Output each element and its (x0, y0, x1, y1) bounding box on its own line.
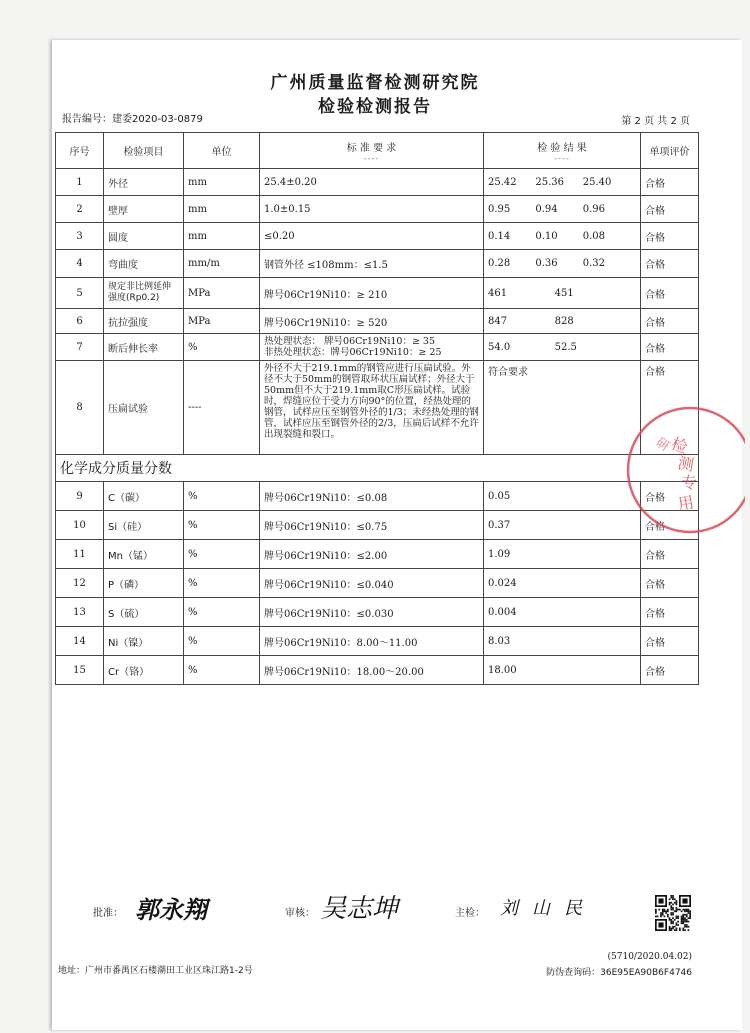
test-result: 0.024 (484, 569, 641, 598)
svg-text:用: 用 (676, 492, 696, 514)
test-results (484, 250, 641, 278)
judgement: 合格 (641, 569, 699, 598)
table-row (56, 569, 699, 598)
anti-fake-code: 防伪查询码：36E95EA90B6F4746 (546, 968, 692, 978)
row-number: 6 (56, 309, 104, 334)
result-value: 0.08 (582, 230, 605, 242)
unit: mm (184, 223, 260, 250)
unit: % (184, 334, 260, 361)
section-title: 化学成分质量分数 (56, 455, 699, 482)
result-value: 0.36 (535, 258, 558, 269)
result-value: 54.0 (488, 341, 511, 353)
table-row (56, 656, 699, 685)
result-header-label: 检 验 结 果 (537, 142, 587, 154)
table-row (56, 196, 699, 223)
judgement: 合格 (641, 627, 699, 656)
table-row (56, 250, 699, 278)
standard-requirement: 钢管外径 ≤108mm：≤1.5 (260, 250, 484, 278)
table-row (56, 627, 699, 656)
judgement: 合格 (641, 598, 699, 627)
item-name: 规定非比例延伸强度(Rp0.2) (104, 278, 184, 309)
result-value: 25.36 (535, 176, 564, 188)
item-name: 弯曲度 (104, 250, 184, 278)
judgement: 合格 (641, 361, 699, 455)
table-row (56, 169, 699, 196)
svg-text:专: 专 (681, 473, 698, 492)
col-standard-header (260, 133, 484, 169)
row-number: 9 (56, 482, 104, 511)
item-name: 壁厚 (104, 196, 184, 223)
standard-requirement: 牌号06Cr19Ni10：≤0.75 (260, 511, 484, 540)
standard-requirement: 1.0±0.15 (260, 196, 484, 223)
row-number: 14 (56, 627, 104, 656)
svg-text:检: 检 (668, 433, 691, 458)
col-result-header (484, 133, 641, 169)
result-value: 0.32 (582, 258, 605, 269)
standard-requirement: 牌号06Cr19Ni10：≤0.08 (260, 482, 484, 511)
test-result: 8.03 (484, 627, 641, 656)
standard-requirement: 牌号06Cr19Ni10：8.00～11.00 (260, 627, 484, 656)
standard-requirement: 牌号06Cr19Ni10：≤0.040 (260, 569, 484, 598)
table-row (56, 598, 699, 627)
item-name: 抗拉强度 (104, 309, 184, 334)
test-results (484, 278, 641, 309)
unit: % (184, 627, 260, 656)
judgement: 合格 (641, 511, 699, 540)
item-name: 外径 (104, 169, 184, 196)
result-value: 0.10 (535, 230, 558, 242)
item-name: 断后伸长率 (104, 334, 184, 361)
result-value: 828 (554, 315, 574, 327)
judgement: 合格 (641, 223, 699, 250)
col-judgement-header: 单项评价 (641, 133, 699, 169)
unit: % (184, 511, 260, 540)
result-value: 0.96 (582, 203, 605, 215)
item-name: Mn（锰） (104, 540, 184, 569)
col-item-header: 检验项目 (104, 133, 184, 169)
judgement: 合格 (641, 656, 699, 685)
standard-line: 热处理状态： 牌号06Cr19Ni10：≥ 35 (264, 336, 436, 347)
judgement: 合格 (641, 540, 699, 569)
row-number: 4 (56, 250, 104, 278)
standard-requirement: ≤0.20 (260, 223, 484, 250)
unit: % (184, 482, 260, 511)
approve-signature: 郭永翔 (135, 895, 207, 924)
judgement: 合格 (641, 169, 699, 196)
judgement: 合格 (641, 309, 699, 334)
unit: % (184, 540, 260, 569)
test-result: 0.37 (484, 511, 641, 540)
standard-requirement: 牌号06Cr19Ni10：≥ 520 (260, 309, 484, 334)
row-number: 2 (56, 196, 104, 223)
test-results (484, 196, 641, 223)
result-value: 25.40 (582, 176, 612, 188)
standard-requirement: 牌号06Cr19Ni10：≤0.030 (260, 598, 484, 627)
result-header-dash: ---- (554, 153, 570, 163)
judgement: 合格 (641, 482, 699, 511)
row-number: 15 (56, 656, 104, 685)
row-number: 12 (56, 569, 104, 598)
test-results (484, 223, 641, 250)
unit: mm/m (184, 250, 260, 278)
inspect-label: 主检： (455, 908, 485, 919)
test-result: 1.09 (484, 540, 641, 569)
standard-header-dash: ---- (363, 153, 380, 163)
row-number: 10 (56, 511, 104, 540)
standard-line: 非热处理状态：牌号06Cr19Ni10：≥ 25 (264, 347, 442, 358)
judgement: 合格 (641, 278, 699, 309)
svg-text:测: 测 (676, 453, 696, 475)
unit: ---- (184, 361, 260, 455)
unit: % (184, 598, 260, 627)
standard-header-label: 标 准 要 求 (346, 142, 397, 154)
row-number: 3 (56, 223, 104, 250)
unit: MPa (184, 278, 260, 309)
test-result: 0.004 (484, 598, 641, 627)
inspect-signature: 刘山民 (500, 898, 596, 919)
item-name: 压扁试验 (104, 361, 184, 455)
test-results (484, 309, 641, 334)
table-row (56, 309, 699, 334)
judgement: 合格 (641, 196, 699, 223)
table-row (56, 334, 699, 361)
row-number: 1 (56, 169, 104, 196)
review-signature: 吴志坤 (320, 894, 399, 924)
test-result: 符合要求 (484, 361, 641, 455)
row-number: 5 (56, 278, 104, 309)
result-value: 52.5 (554, 341, 577, 353)
result-value: 0.28 (488, 258, 511, 269)
test-result: 18.00 (484, 656, 641, 685)
standard-requirement: 牌号06Cr19Ni10：≤2.00 (260, 540, 484, 569)
unit: mm (184, 169, 260, 196)
approve-label: 批准： (93, 908, 123, 919)
test-result: 0.05 (484, 482, 641, 511)
item-name: 圆度 (104, 223, 184, 250)
item-name: S（硫） (104, 598, 184, 627)
row-number: 8 (56, 361, 104, 455)
unit: MPa (184, 309, 260, 334)
row-number: 11 (56, 540, 104, 569)
test-results (484, 334, 641, 361)
result-value: 0.14 (488, 230, 511, 242)
test-results (484, 169, 641, 196)
col-unit-header: 单位 (184, 133, 260, 169)
item-name: P（磷） (104, 569, 184, 598)
address: 地址：广州市番禺区石楼潮田工业区珠江路1-2号 (58, 966, 253, 976)
standard-requirement: 牌号06Cr19Ni10：18.00～20.00 (260, 656, 484, 685)
table-header-row (56, 133, 699, 169)
table-row (56, 223, 699, 250)
report-number: 报告编号：建委2020-03-0879 (62, 114, 203, 125)
org-title: 广州质量监督检测研究院 (270, 73, 480, 93)
col-no-header: 序号 (56, 133, 104, 169)
judgement: 合格 (641, 334, 699, 361)
standard-requirement (260, 334, 484, 361)
item-name: Ni（镍） (104, 627, 184, 656)
row-number: 7 (56, 334, 104, 361)
unit: mm (184, 196, 260, 223)
result-value: 461 (488, 287, 508, 299)
unit: % (184, 569, 260, 598)
table-row (56, 278, 699, 309)
page-info: 第 2 页 共 2 页 (621, 116, 690, 127)
result-value: 25.42 (488, 176, 517, 188)
item-name: Si（硅） (104, 511, 184, 540)
judgement: 合格 (641, 250, 699, 278)
item-name: Cr（铬） (104, 656, 184, 685)
inspection-stamp (595, 400, 745, 550)
result-value: 0.94 (535, 203, 558, 215)
result-value: 847 (488, 315, 508, 327)
report-code: (5710/2020.04.02) (607, 952, 692, 962)
result-value: 451 (554, 287, 574, 299)
unit: % (184, 656, 260, 685)
svg-text:研: 研 (652, 434, 672, 455)
qr-code-icon (655, 895, 691, 931)
row-number: 13 (56, 598, 104, 627)
standard-requirement: 25.4±0.20 (260, 169, 484, 196)
item-name: C（碳） (104, 482, 184, 511)
standard-requirement: 外径不大于219.1mm的钢管应进行压扁试验。外径不大于50mm的钢管取环状压扁试样；外径大于50mm但不大于219.1mm取C形压扁试样。试验时，焊缝应位于受力方向90°的位置，经热处理的钢管，试样应压至钢管外径的1/3；未经热处理的钢管，试样应压至钢管外径的2/3，压扁后试样不允许出现裂缝和裂口。 (260, 361, 484, 455)
result-value: 0.95 (488, 203, 511, 215)
standard-requirement: 牌号06Cr19Ni10：≥ 210 (260, 278, 484, 309)
doc-title: 检验检测报告 (318, 97, 432, 117)
review-label: 审核： (285, 908, 315, 919)
